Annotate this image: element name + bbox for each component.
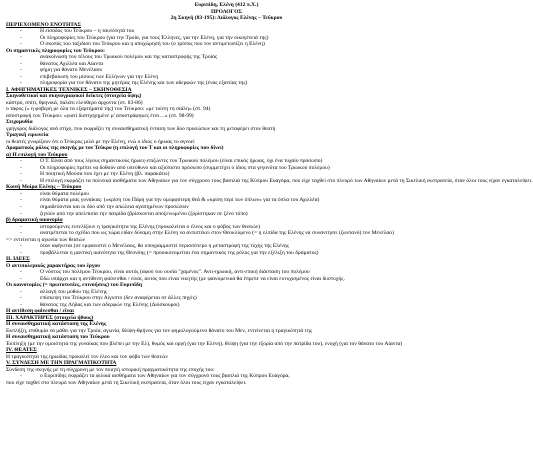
paragraph-line: γρήγορος διάλογος ανά στίχο, που εκφράζει τη συναισθηματική ένταση των δύο προσώπων και τη μεταφέρει στον θεατή	[6, 125, 276, 132]
list-item: - Ο σκοπός του ταξιδιού του Τεύκρου και η αποχώρησή του (ο τρόπος που τον αντιμετωπίζει η Ελένη)	[6, 41, 447, 48]
subheading-underlined: Η αντίθεση φαίνεσθαι / είναι	[6, 308, 74, 315]
list-item: - θάνατος Αχιλλέα και Αίαντα	[6, 61, 447, 68]
section-heading: Ι. ΑΦΗΓΗΜΑΤΙΚΕΣ ΤΕΧΝΙΚΕΣ – ΣΚΗΝΟΘΕΣΙΑ	[6, 86, 132, 93]
subheading: Οι καινοτομίες (= πρωτοτυπίες, επινοήσεις) του Ευριπίδη	[6, 282, 143, 289]
list-item: - είναι θύματα μιας γυναίκας: (»κρίση του Πάρη για την ομορφότερη θεά & »κρίση περί των όπλων» για τα όπλα του Αχιλλέα)	[6, 197, 447, 204]
paragraph-line: αποστροφή του Τεύκρου: «γιατί διστησχημένε μ' αποστράφηκες έτσι…» (στ. 98-99)	[6, 112, 194, 119]
paragraph-line: οι θεατές γνωρίζουν ότι ο Τεύκρος μιλά με την Ελένη, ενώ ο ίδιος ο ήρωας το αγνοεί	[6, 138, 195, 145]
list-item: - Η είσοδος του Τεύκρου – η ταυτότητά του	[6, 28, 447, 35]
list-item: - προβάλλεται η μαντική ικανότητα της Θεονόης (= προοικονομείται ένα σημαντικός της ρόλος για την εξέλιξη του δράματος)	[6, 250, 447, 257]
list-item: - Η ποιητική Μούσα που έχει με την Ελένη (βλ. παρακάτω)	[6, 171, 447, 178]
section-heading: V. ΣΥΝΔΕΣΗ ΜΕ ΤΗΝ ΠΡΑΓΜΑΤΙΚΟΤΗΤΑ	[6, 360, 117, 367]
list-item: - ο Ευριπίδης εκφράζει τα φιλικά αισθήματα των Αθηναίων για τον σύγχρονό τους βασιλιά της Κύπρου Ευαγόρα,	[6, 373, 447, 380]
subheading: Στιχομυθία	[6, 119, 33, 126]
list-item: - Ο Τ. Είναι από τους λίγους σημαντικούς ήρωες-επιζώντες του Τρωικού πολέμου (είναι επικός ήρωας, όχι ένα τυχαίο πρόσωπο)	[6, 158, 447, 165]
document-subtitle: ΠΡΟΛΟΓΟΣ	[210, 8, 243, 15]
document-page	[6, 2, 533, 451]
subheading: Η συναισθηματική κατάσταση του Τεύκρου	[6, 334, 110, 341]
list-item: - Οι πληροφορίες του Τεύκρου (για την Τροία, για τους Έλληνες, για την Ελένη, για την οικογένειά της)	[6, 35, 447, 42]
subheading: Οι σημαντικές πληροφορίες του Τεύκρου:	[6, 47, 105, 54]
list-item: - ανακοίνωση του τέλους του Τρωικού πολέμου και της καταστροφής της Τροίας	[6, 54, 447, 61]
paragraph-line: Εκπλήξη, επιθυμία να μάθει για την Τροία, αγωνία, θλίψη-θρήνος για τον φημολογούμενο θάνατο του Μεν, εντείνεται η τραγικότητά της	[6, 327, 312, 334]
list-item: - σημαδεύονται και οι δύο από την απώλεια αγαπημένων προσώπων	[6, 204, 447, 211]
subheading: Ο αντιπολεμικός χαρακτήρας του έργου	[6, 262, 101, 269]
subheading-underlined: β) δραματική οικονομία	[6, 217, 63, 224]
list-item: - φήμη για θάνατο Μενέλαου	[6, 67, 447, 74]
list-item: - Ο νόστος του πολέμου Τεύκρου, είναι αυτός (αφού του ουσία "χαμένος". Αντι-ηρωική, αντι-επική διάσταση του πολέμου	[6, 269, 447, 276]
list-item: - Η επιλογή εκφράζει τα πολιτικά αισθήματα των Αθηναίων για τον σύγχρονο τους βασιλιά της Κύπρου Ευαγόρα, που είχε ταχθεί στο πλευρό των Αθηναίων μετά τη Σικελική εκστρατεία, όταν όλοι τους είχαν εγκαταλείψει.	[6, 178, 447, 185]
list-item: - Οι πληροφορίες πρέπει να δοθούν από υπεύθυνο και αξιόπιστο πρόσωπο (συμμετέχει ο ίδιος στα γεγονότα του Τρωικού πολέμου)	[6, 165, 447, 172]
document-scene-subtitle: 2η Σκηνή (83-195): Διάλογος Ελένης – Τεύκρου	[170, 15, 283, 22]
subheading: Σκηνοθετικοί και σκηνογραφικοί δείκτες (στοιχεία όψης)	[6, 93, 142, 100]
paragraph-line: που είχε ταχθεί στο πλευρό των Αθηναίων μετά τη Σικελική εκστρατεία, όταν όλοι τους είχαν εγκαταλείψει.	[6, 379, 247, 386]
paragraph-line: κάστρο, σπίτι, θρηνικά, παλάτι ελεύθερο άρχοντα (στ. 83-86)	[6, 99, 143, 106]
document-title: Ευριπίδη, Ελένη (412 π.Χ.)	[194, 2, 259, 8]
paragraph-line: Η τραγικότητα της ηρωίδας προκαλεί τον έλεο και τον φόβο των θεατών	[6, 353, 168, 360]
list-item: - είναι θύματα πολέμου	[6, 191, 447, 198]
paragraph-line: Σύνδεση της σκηνής με τη σύγχρονη με τον ποιητή ιστορική πραγματικότητα της εποχής του:	[6, 366, 215, 373]
subheading: Δραματικός ρόλος της σκηνής με τον Τεύκρο (η επιλογή του Τ και οι πληροφορίες που δίνει)	[6, 145, 224, 152]
list-item: - ζητούν από την απελπισία την πατρίδα (βρίσκονται αποξενωμένοι (ξορίστηκαν σε ξένο τόπο)	[6, 211, 447, 218]
list-item: - Εδώ υπάρχει και η αντίθεση φαίνεσθαι / είναι, αυτός που είναι νικητής (με φαινομενικά θα έπρεπε να είναι ευτυχισμένος είναι δυστυχής.	[6, 276, 447, 283]
subheading: Τραγική ειρωνεία	[6, 132, 49, 139]
list-item: - επίσκεψη του Τεύκρου στην Αίγυπτο (δεν αναφέρεται σε άλλες πηγές)	[6, 295, 447, 302]
list-item: - αλλαγή του μύθου της Ελένης	[6, 289, 447, 296]
list-item: - επιβεβαίωση του μίσους των Ελλήνων για την Ελένη	[6, 74, 447, 81]
subheading-underlined: α) Η επιλογή του Τεύκρου	[6, 151, 68, 158]
subheading-underlined: Κοινή Μοίρα Ελένης – Τεύκρου	[6, 184, 82, 191]
paragraph-line: => εντείνεται η αγωνία των θεατών	[6, 236, 86, 243]
paragraph-line: Έκπληξη (με την ομοιότητα της γυναίκας που βλέπει με την Ελ), θυμός και οργή (για την Ελένη), θλίψη (για την εξορία από την πατρίδα του), ενοχή (για τον θάνατο του Αίαντα)	[6, 340, 403, 347]
section-heading: ΙΙ. ΙΔΕΕΣ	[6, 256, 30, 263]
paragraph-line: ο τάφος (« η φοβερή με όλα τα εξαρτήματά της) του Τεύκρου: «με τούτη τη σιάλη» (στ. 94)	[6, 106, 211, 113]
section-heading: ΠΕΡΙΕΧΟΜΕΝΟ ΕΝΟΤΗΤΑΣ	[6, 21, 82, 28]
section-heading: ΙΙΙ. ΧΑΡΑΚΤΗΡΕΣ (στοιχεία ήθους)	[6, 314, 94, 321]
list-item: - ιστορούμενες ευτελίζουν η τραγικότητα της Ελένης (προκαλείται ο έλεος και ο φόβος των θεατών)	[6, 224, 447, 231]
section-heading: ΙV. ΘΕΑΤΕΣ	[6, 347, 37, 354]
subheading: Η συναισθηματική κατάσταση της Ελένης	[6, 321, 107, 328]
list-item: - ανατρέπεται το σχέδιο που ως τώρα είδαν δύναμη στην Ελένη να αντιστέκει στον Θεοκλύμενο (= η ελπίδα της Ελένης να συναντήσει (ζωντανό) τον Μενέλαο)	[6, 230, 447, 237]
document-body	[6, 21, 533, 387]
list-item: - θάνατος της Λήδας και των αδερφών της Ελένης (Διόσκουροι)	[6, 302, 447, 309]
list-item: - πληροφορία για τον θάνατο της μητέρας της Ελένης και των αδερφών της (ένας εξαιτίας της)	[6, 80, 447, 87]
list-item: - όταν αφήνεται (σε εμφανιστεί ο Μενέλαος, θα υπογραμμιστεί περισσότερο η μεταστροφή της τύχης της Ελένης	[6, 243, 447, 250]
